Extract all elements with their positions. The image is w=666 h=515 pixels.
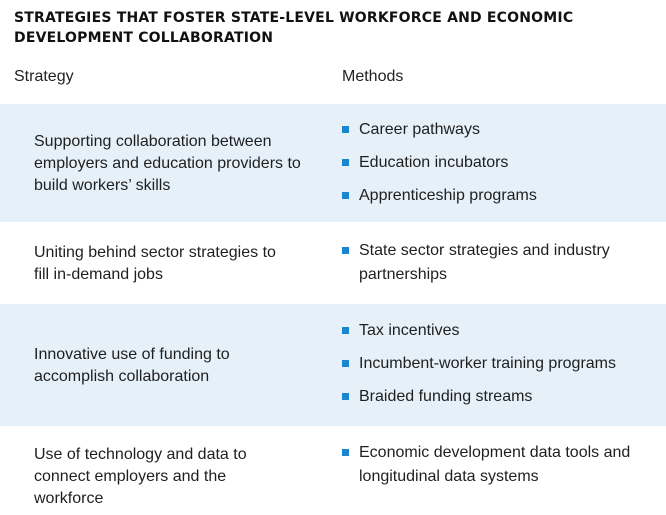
- methods-list: [342, 239, 660, 296]
- strategy-cell: Supporting collaboration between employers and education providers to build workers’ skills: [34, 133, 301, 194]
- table-title: STRATEGIES THAT FOSTER STATE-LEVEL WORKFORCE AND ECONOMIC DEVELOPMENT COLLABORATION: [14, 10, 574, 46]
- method-text: Incumbent-worker training programs: [359, 355, 616, 372]
- strategy-cell: Innovative use of funding to accomplish collaboration: [34, 346, 230, 385]
- bullet-icon: [342, 159, 349, 166]
- method-text: State sector strategies and industry partnerships: [359, 242, 610, 283]
- method-item: [342, 239, 660, 287]
- table-row: [0, 104, 666, 222]
- method-item: [342, 319, 660, 343]
- bullet-icon: [342, 247, 349, 254]
- method-item: [342, 151, 660, 175]
- bullet-icon: [342, 360, 349, 367]
- bullet-icon: [342, 192, 349, 199]
- table-row: [0, 222, 666, 304]
- strategy-cell: Uniting behind sector strategies to fill in-demand jobs: [34, 244, 276, 283]
- method-text: Economic development data tools and longitudinal data systems: [359, 444, 631, 485]
- method-text: Apprenticeship programs: [359, 187, 537, 204]
- table-row: [0, 304, 666, 426]
- method-item: [342, 352, 660, 376]
- method-item: [342, 441, 660, 489]
- method-text: Education incubators: [359, 154, 509, 171]
- table-header: [0, 68, 666, 94]
- method-text: Braided funding streams: [359, 388, 533, 405]
- table-row: [0, 426, 666, 515]
- method-item: [342, 118, 660, 142]
- method-text: Career pathways: [359, 121, 480, 138]
- method-text: Tax incentives: [359, 322, 460, 339]
- bullet-icon: [342, 126, 349, 133]
- bullet-icon: [342, 327, 349, 334]
- method-item: [342, 184, 660, 208]
- header-methods: Methods: [342, 68, 404, 85]
- strategy-cell: Use of technology and data to connect employers and the workforce: [34, 446, 247, 507]
- method-item: [342, 385, 660, 409]
- bullet-icon: [342, 449, 349, 456]
- methods-list: [342, 441, 660, 498]
- methods-list: [342, 118, 660, 217]
- bullet-icon: [342, 393, 349, 400]
- header-strategy: Strategy: [14, 68, 74, 85]
- methods-list: [342, 319, 660, 418]
